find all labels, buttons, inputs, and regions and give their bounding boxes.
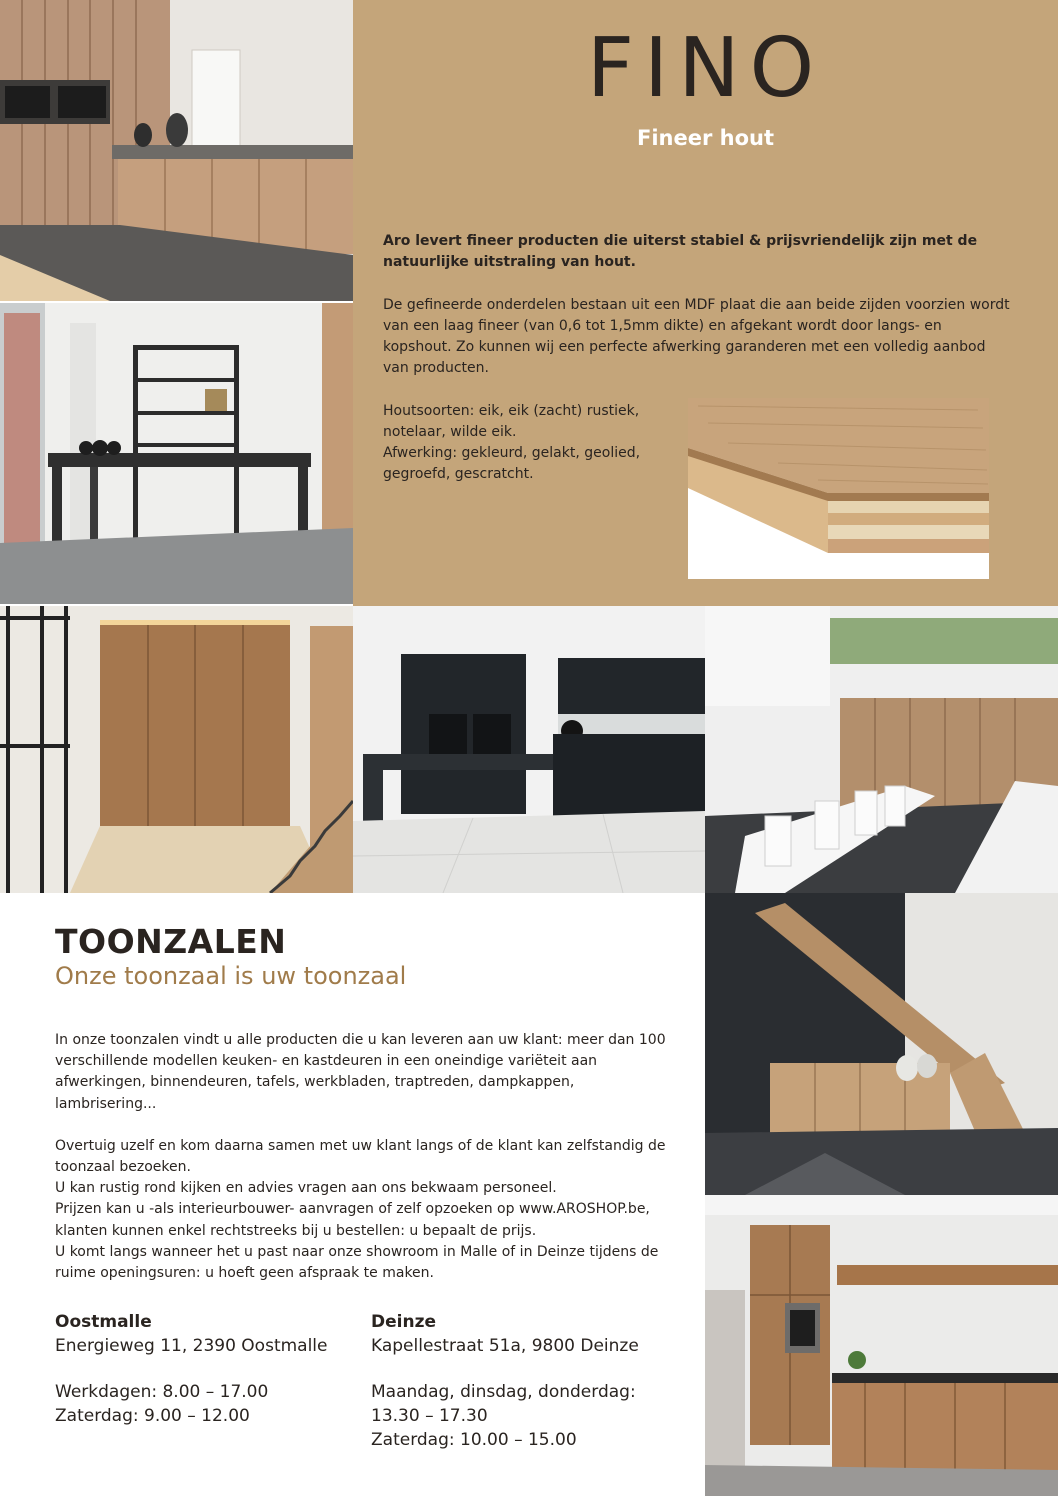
opening-hours-line: Werkdagen: 8.00 – 17.00 — [55, 1382, 269, 1402]
species-line: notelaar, wilde eik. — [383, 424, 517, 440]
showrooms-line-text: Prijzen kan u -als interieurbouwer- aanvragen of zelf opzoeken op www.AROSHOP.be, klanten kunnen enkel rechtstreeks bij u bestellen: u bepaalt de prijs. — [55, 1201, 650, 1239]
location-address: Kapellestraat 51a, 9800 Deinze — [371, 1336, 639, 1356]
species-line: Houtsoorten: eik, eik (zacht) rustiek, — [383, 403, 640, 419]
location-name: Deinze — [371, 1312, 436, 1332]
photo-black-kitchen — [353, 606, 705, 893]
opening-hours-line: Zaterdag: 10.00 – 15.00 — [371, 1430, 577, 1450]
photo-white-dining-oak-wall — [705, 606, 1058, 893]
opening-hours-line: 13.30 – 17.30 — [371, 1406, 488, 1426]
location-deinze — [371, 1310, 691, 1452]
veneer-sample-image — [688, 398, 989, 579]
photo-staircase-cabinets — [705, 893, 1058, 1195]
showrooms-body — [55, 1030, 670, 1284]
photo-hallway-wardrobe — [0, 606, 353, 893]
showrooms-title: TOONZALEN — [55, 922, 287, 961]
species-line: gegroefd, gescratcht. — [383, 466, 534, 482]
brand-subtitle: Fineer hout — [636, 126, 774, 150]
brand-title: FINO — [586, 21, 825, 116]
showrooms-subtitle: Onze toonzaal is uw toonzaal — [55, 962, 407, 990]
species-line: Afwerking: gekleurd, gelakt, geolied, — [383, 445, 641, 461]
location-address: Energieweg 11, 2390 Oostmalle — [55, 1336, 328, 1356]
photo-oak-kitchen-shelf — [705, 1195, 1058, 1496]
intro-body: De gefineerde onderdelen bestaan uit een MDF plaat die aan beide zijden voorzien wordt van een laag fineer (van 0,6 tot 1,5mm dikte) en afgekant wordt door langs- en kopshout. Zo kunnen wij een perfecte afwerking garanderen met een volledig aanbod van producten. — [383, 297, 1010, 376]
photo-oak-kitchen-island — [0, 0, 353, 301]
opening-hours-line: Maandag, dinsdag, donderdag: — [371, 1382, 636, 1402]
showrooms-line: Overtuig uzelf en kom daarna samen met uw klant langs of de klant kan zelfstandig de toonzaal bezoeken. — [55, 1137, 666, 1176]
showrooms-line — [55, 1199, 670, 1241]
showrooms-line: U kan rustig rond kijken en advies vragen aan ons bekwaam personeel. — [55, 1180, 557, 1197]
location-name: Oostmalle — [55, 1312, 152, 1332]
photo-dark-shelf-table — [0, 303, 353, 604]
showrooms-paragraph: In onze toonzalen vindt u alle producten die u kan leveren aan uw klant: meer dan 100 verschillende modellen keuken- en kastdeuren in een oneindige variëteit aan afwerkingen, binnendeuren, tafels, werkbladen, traptreden, dampkappen, lambrisering... — [55, 1032, 666, 1112]
location-oostmalle — [55, 1310, 365, 1428]
wood-species-list — [383, 401, 678, 485]
intro-lead: Aro levert fineer producten die uiterst stabiel & prijsvriendelijk zijn met de natuurlijke uitstraling van hout. — [383, 233, 978, 270]
showrooms-line: U komt langs wanneer het u past naar onze showroom in Malle of in Deinze tijdens de ruime openingsuren: u hoeft geen afspraak te maken. — [55, 1243, 659, 1282]
opening-hours-line: Zaterdag: 9.00 – 12.00 — [55, 1406, 250, 1426]
